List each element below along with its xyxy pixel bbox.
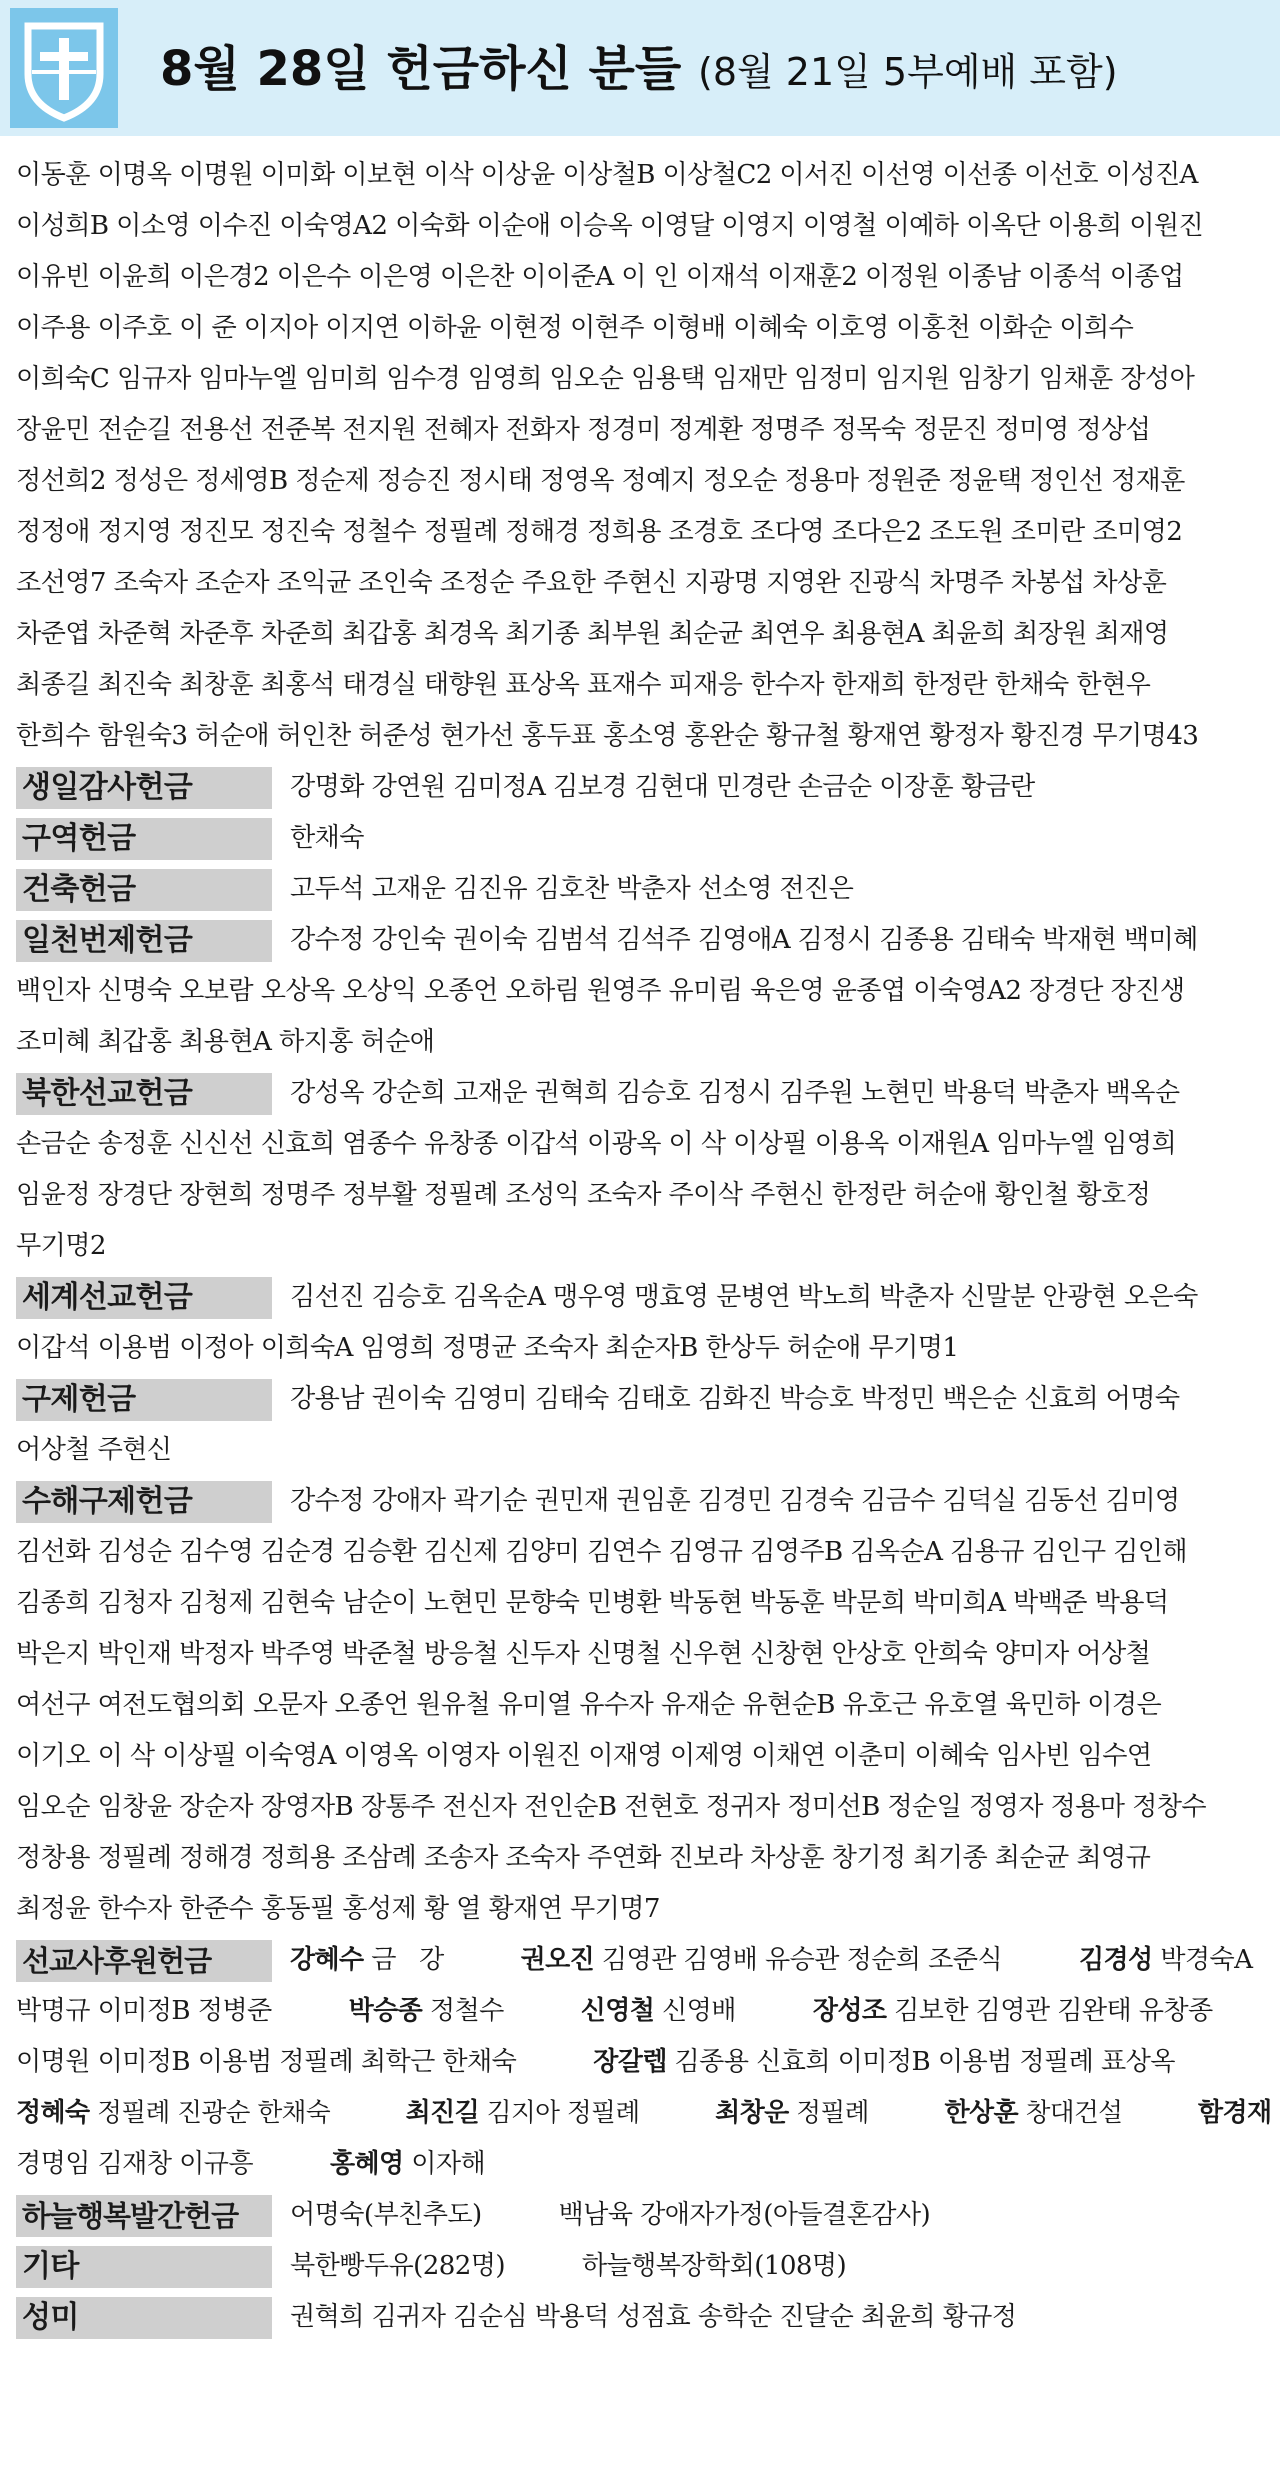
donor-line: 이주용 이주호 이 준 이지아 이지연 이하윤 이현정 이현주 이형배 이혜숙 이호영 이홍천 이화순 이희수 [16,313,1134,343]
offering-section [0,1476,1280,1935]
offering-section [0,1935,1280,2190]
section-line: 이기오 이 삭 이상필 이숙영A 이영옥 이영자 이원진 이재영 이제영 이채연 이춘미 이혜숙 임사빈 임수연 [16,1741,1152,1771]
section-label: 생일감사헌금 [16,767,272,809]
offering-section [0,915,1280,1068]
section-names: 강성옥 강순희 고재운 권혁희 김승호 김정시 김주원 노현민 박용덕 박춘자 백옥순 [290,1078,1180,1108]
supporter-names: 경명임 김재창 이규흥 [16,2149,330,2179]
offering-section [0,864,1280,915]
donor-line: 이성희B 이소영 이수진 이숙영A2 이숙화 이순애 이승옥 이영달 이영지 이영철 이예하 이옥단 이용희 이원진 [16,211,1204,241]
page-header [0,0,1280,136]
offering-section [0,2241,1280,2292]
offering-section [0,2190,1280,2241]
offering-section [0,762,1280,813]
section-first-line [0,1935,1280,1986]
section-label: 구역헌금 [16,818,272,860]
section-first-line [0,762,1280,813]
section-first-line [0,2292,1280,2343]
page-title [160,34,1118,104]
offering-section [0,1272,1280,1374]
missionary-name: 함경재 [1197,2098,1272,2128]
donor-list [0,150,1280,2343]
donor-line: 정정애 정지영 정진모 정진숙 정철수 정필례 정해경 정희용 조경호 조다영 조다은2 조도원 조미란 조미영2 [16,517,1183,547]
donor-line: 이동훈 이명옥 이명원 이미화 이보현 이삭 이상윤 이상철B 이상철C2 이서진 이선영 이선종 이선호 이성진A [16,160,1198,190]
section-names: 김선진 김승호 김옥순A 맹우영 맹효영 문병연 박노희 박춘자 신말분 안광현 오은숙 [290,1282,1198,1312]
section-names: 강수정 강애자 곽기순 권민재 권임훈 김경민 김경숙 김금수 김덕실 김동선 김미영 [290,1486,1180,1516]
missionary-name: 홍혜영 [330,2149,404,2179]
section-first-line [0,1476,1280,1527]
missionary-name: 신영철 [580,1996,655,2026]
donor-line: 이유빈 이윤희 이은경2 이은수 이은영 이은찬 이이준A 이 인 이재석 이재훈2 이정원 이종남 이종석 이종업 [16,262,1184,292]
section-line [0,2088,1280,2139]
supporter-names: 금 강 [363,1945,521,1975]
missionary-name: 김경성 [1079,1945,1153,1975]
section-line: 여선구 여전도협의회 오문자 오종언 원유철 유미열 유수자 유재순 유현순B 유호근 유호열 육민하 이경은 [16,1690,1162,1720]
title-subtitle: (8월 21일 5부예배 포함) [698,50,1118,94]
supporter-names: 이명원 이미정B 이용범 정필례 최학근 한채숙 [16,2047,594,2077]
donor-line: 조선영7 조숙자 조순자 조익균 조인숙 조정순 주요한 주현신 지광명 지영완 진광식 차명주 차봉섭 차상훈 [16,568,1167,598]
section-first-line [0,813,1280,864]
missionary-name: 최진길 [405,2098,480,2128]
missionary-name: 장성조 [812,1996,887,2026]
donor-line: 차준엽 차준혁 차준후 차준희 최갑홍 최경옥 최기종 최부원 최순균 최연우 최용현A 최윤희 최장원 최재영 [16,619,1169,649]
missionary-name: 박승종 [348,1996,423,2026]
section-line: 임윤정 장경단 장현희 정명주 정부활 정필례 조성익 조숙자 주이삭 주현신 한정란 허순애 황인철 황호정 [16,1180,1151,1210]
offering-section [0,813,1280,864]
section-label: 기타 [16,2246,272,2288]
section-line: 무기명2 [16,1231,106,1261]
section-line: 최정윤 한수자 한준수 홍동필 홍성제 황 열 황재연 무기명7 [16,1894,660,1924]
supporter-names: 창대건설 [1018,2098,1198,2128]
section-label: 북한선교헌금 [16,1073,272,1115]
section-line: 정창용 정필례 정해경 정희용 조삼례 조송자 조숙자 주연화 진보라 차상훈 창기정 최기종 최순균 최영규 [16,1843,1151,1873]
section-names: 강수정 강인숙 권이숙 김범석 김석주 김영애A 김정시 김종용 김태숙 박재현 백미혜 [290,925,1198,955]
title-main: 8월 28일 헌금하신 분들 [160,41,682,97]
supporter-names: 김영관 김영배 유승관 정순희 조준식 [594,1945,1079,1975]
section-names: 강명화 강연원 김미정A 김보경 김현대 민경란 손금순 이장훈 황금란 [290,772,1035,802]
section-names: 고두석 고재운 김진유 김호찬 박춘자 선소영 전진은 [290,874,854,904]
supporter-names: 박명규 이미정B 정병준 [16,1996,349,2026]
offering-section [0,2292,1280,2343]
section-first-line [0,1374,1280,1425]
section-names: 북한빵두유(282명) 하늘행복장학회(108명) [290,2251,847,2281]
section-label: 성미 [16,2297,272,2339]
section-label: 구제헌금 [16,1379,272,1421]
section-line: 백인자 신명숙 오보람 오상옥 오상익 오종언 오하림 원영주 유미림 육은영 윤종엽 이숙영A2 장경단 장진생 [16,976,1185,1006]
supporter-names: 정필례 진광순 한채숙 [89,2098,406,2128]
section-first-line [0,1272,1280,1323]
section-label: 수해구제헌금 [16,1481,272,1523]
section-line: 임오순 임창윤 장순자 장영자B 장통주 전신자 전인순B 전현호 정귀자 정미선B 정순일 정영자 정용마 정창수 [16,1792,1206,1822]
section-line: 박은지 박인재 박정자 박주영 박준철 방응철 신두자 신명철 신우현 신창현 안상호 안희숙 양미자 어상철 [16,1639,1151,1669]
missionary-name: 장갈렙 [593,2047,667,2077]
missionary-name: 한상훈 [944,2098,1019,2128]
supporter-names: 신영배 [654,1996,813,2026]
general-donors [0,150,1280,762]
section-first-line [0,864,1280,915]
section-label: 건축헌금 [16,869,272,911]
section-line: 김종희 김청자 김청제 김현숙 남순이 노현민 문향숙 민병환 박동현 박동훈 박문희 박미희A 박백준 박용덕 [16,1588,1169,1618]
section-first-line [0,915,1280,966]
section-label: 하늘행복발간헌금 [16,2195,272,2237]
section-names: 강용남 권이숙 김영미 김태숙 김태호 김화진 박승호 박정민 백은순 신효희 어명숙 [290,1384,1180,1414]
supporter-names: 김보한 김영관 김완태 유창종 [886,1996,1213,2026]
section-first-line [0,1068,1280,1119]
section-first-line [0,2190,1280,2241]
cross-shield-icon [10,8,118,128]
supporter-names: 정철수 [422,1996,581,2026]
missionary-name: 정혜숙 [16,2098,90,2128]
section-line: 조미혜 최갑홍 최용현A 하지홍 허순애 [16,1027,435,1057]
section-line [0,2037,1280,2088]
donor-line: 장윤민 전순길 전용선 전준복 전지원 전혜자 전화자 정경미 정계환 정명주 정목숙 정문진 정미영 정상섭 [16,415,1151,445]
missionary-name: 권오진 [520,1945,595,1975]
donor-line: 이희숙C 임규자 임마누엘 임미희 임수경 임영희 임오순 임용택 임재만 임정미 임지원 임창기 임채훈 장성아 [16,364,1195,394]
section-label: 세계선교헌금 [16,1277,272,1319]
section-line: 손금순 송정훈 신신선 신효희 염종수 유창종 이갑석 이광옥 이 삭 이상필 이용옥 이재원A 임마누엘 임영희 [16,1129,1177,1159]
donor-line: 최종길 최진숙 최창훈 최홍석 태경실 태향원 표상옥 표재수 피재응 한수자 한재희 한정란 한채숙 한현우 [16,670,1151,700]
offering-sections [0,762,1280,2343]
section-line: 이갑석 이용범 이정아 이희숙A 임영희 정명균 조숙자 최순자B 한상두 허순애 무기명1 [16,1333,959,1363]
section-line: 어상철 주현신 [16,1435,172,1465]
missionary-name: 강혜수 [290,1945,364,1975]
offering-section [0,1068,1280,1272]
section-line [0,2139,1280,2190]
section-names: 권혁희 김귀자 김순심 박용덕 성점효 송학순 진달순 최윤희 황규정 [290,2302,1017,2332]
supporter-names: 정필례 [788,2098,945,2128]
section-names: 어명숙(부친추도) 백남육 강애자가정(아들결혼감사) [290,2200,931,2230]
section-label: 일천번제헌금 [16,920,272,962]
section-line: 김선화 김성순 김수영 김순경 김승환 김신제 김양미 김연수 김영규 김영주B 김옥순A 김용규 김인구 김인해 [16,1537,1188,1567]
donor-line: 정선희2 정성은 정세영B 정순제 정승진 정시태 정영옥 정예지 정오순 정용마 정원준 정윤택 정인선 정재훈 [16,466,1185,496]
supporter-names: 김지아 정필례 [479,2098,716,2128]
supporter-names: 이자해 [403,2149,486,2179]
supporter-names: 박경숙A [1152,1945,1253,1975]
section-names: 한채숙 [290,823,364,853]
section-label: 선교사후원헌금 [16,1940,272,1982]
supporter-names: 김종용 신효희 이미정B 이용범 정필례 표상옥 [666,2047,1175,2077]
section-line [0,1986,1280,2037]
offering-section [0,1374,1280,1476]
donor-line: 한희수 함원숙3 허순애 허인찬 허준성 현가선 홍두표 홍소영 홍완순 황규철 황재연 황정자 황진경 무기명43 [16,721,1199,751]
section-first-line [0,2241,1280,2292]
missionary-name: 최창운 [715,2098,789,2128]
